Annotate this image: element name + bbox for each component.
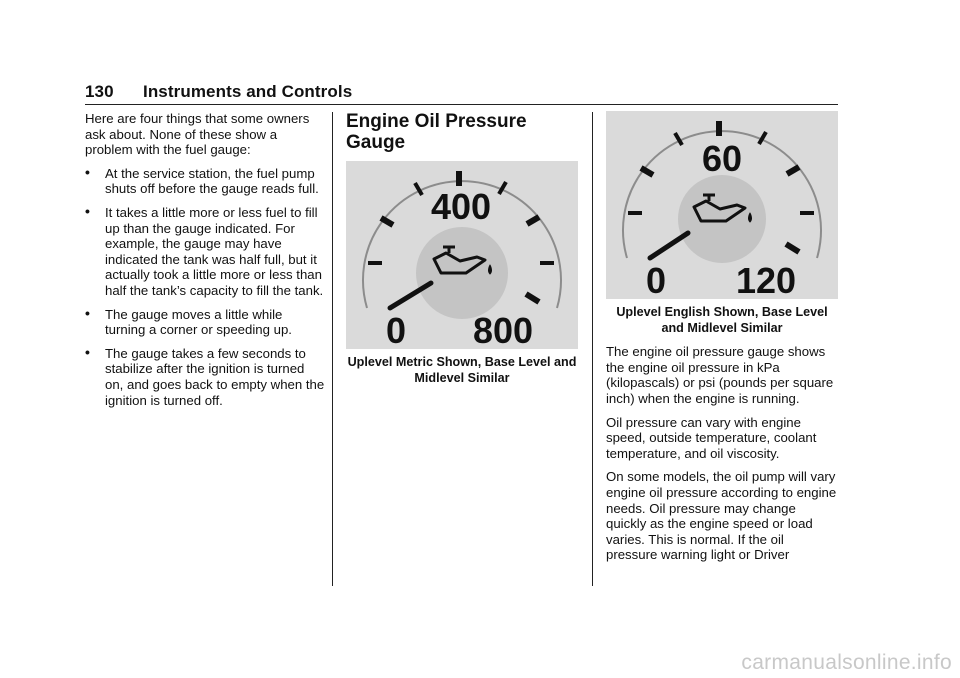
list-item: • At the service station, the fuel pump shuts off before the gauge reads full. <box>85 163 319 197</box>
bullet-list <box>85 163 325 408</box>
column-divider-left <box>332 112 333 586</box>
chapter-title: Instruments and Controls <box>143 82 353 101</box>
list-item: • The gauge takes a few seconds to stabilize after the ignition is turned on, and goes back to empty when the ignition is turned off. <box>85 343 325 408</box>
column-divider-right <box>592 112 593 586</box>
bullet-glyph: • <box>85 163 90 180</box>
gauge-label-mid: 400 <box>430 186 492 227</box>
middle-column <box>346 111 578 386</box>
metric-oil-pressure-gauge <box>346 161 578 349</box>
gauge-needle <box>650 233 688 258</box>
list-item: • The gauge moves a little while turning a corner or speeding up. <box>85 304 292 338</box>
right-column <box>606 111 838 571</box>
header-rule <box>85 104 838 105</box>
section-title: Engine Oil Pressure Gauge <box>346 111 527 153</box>
metric-gauge-caption: Uplevel Metric Shown, Base Level and Midlevel Similar <box>347 355 577 385</box>
english-gauge-caption: Uplevel English Shown, Base Level and Midlevel Similar <box>616 305 828 335</box>
page-number: 130 <box>85 82 114 101</box>
gauge-label-mid: 60 <box>701 138 743 179</box>
list-item: • It takes a little more or less fuel to fill up than the gauge indicated. For example, the gauge may have indicated the tank was half full, but it actually took a little more or less than half the tank’s capacity to fill the tank. <box>85 202 324 298</box>
gauge-label-min: 0 <box>385 310 407 349</box>
gauge-label-min: 0 <box>645 260 667 299</box>
gauge-label-max: 120 <box>735 260 797 299</box>
english-oil-pressure-gauge <box>606 111 838 299</box>
watermark: carmanualsonline.info <box>741 651 952 674</box>
gauge-label-max: 800 <box>472 310 534 349</box>
intro-paragraph: Here are four things that some owners ask about. None of these show a problem with the fuel gauge: <box>85 111 310 158</box>
bullet-glyph: • <box>85 343 90 360</box>
paragraph: The engine oil pressure gauge shows the engine oil pressure in kPa (kilopascals) or psi (pounds per square inch) when the engine is running. <box>606 344 834 406</box>
bullet-glyph: • <box>85 304 90 321</box>
left-column <box>85 111 325 416</box>
page-header <box>85 82 352 102</box>
bullet-glyph: • <box>85 202 90 219</box>
paragraph: On some models, the oil pump will vary engine oil pressure according to engine needs. Oil pressure may change quickly as the engine speed or load varies. This is normal. If the oil pressure warning light or Driver <box>606 469 837 563</box>
paragraph: Oil pressure can vary with engine speed, outside temperature, coolant temperature, and oil viscosity. <box>606 414 817 461</box>
